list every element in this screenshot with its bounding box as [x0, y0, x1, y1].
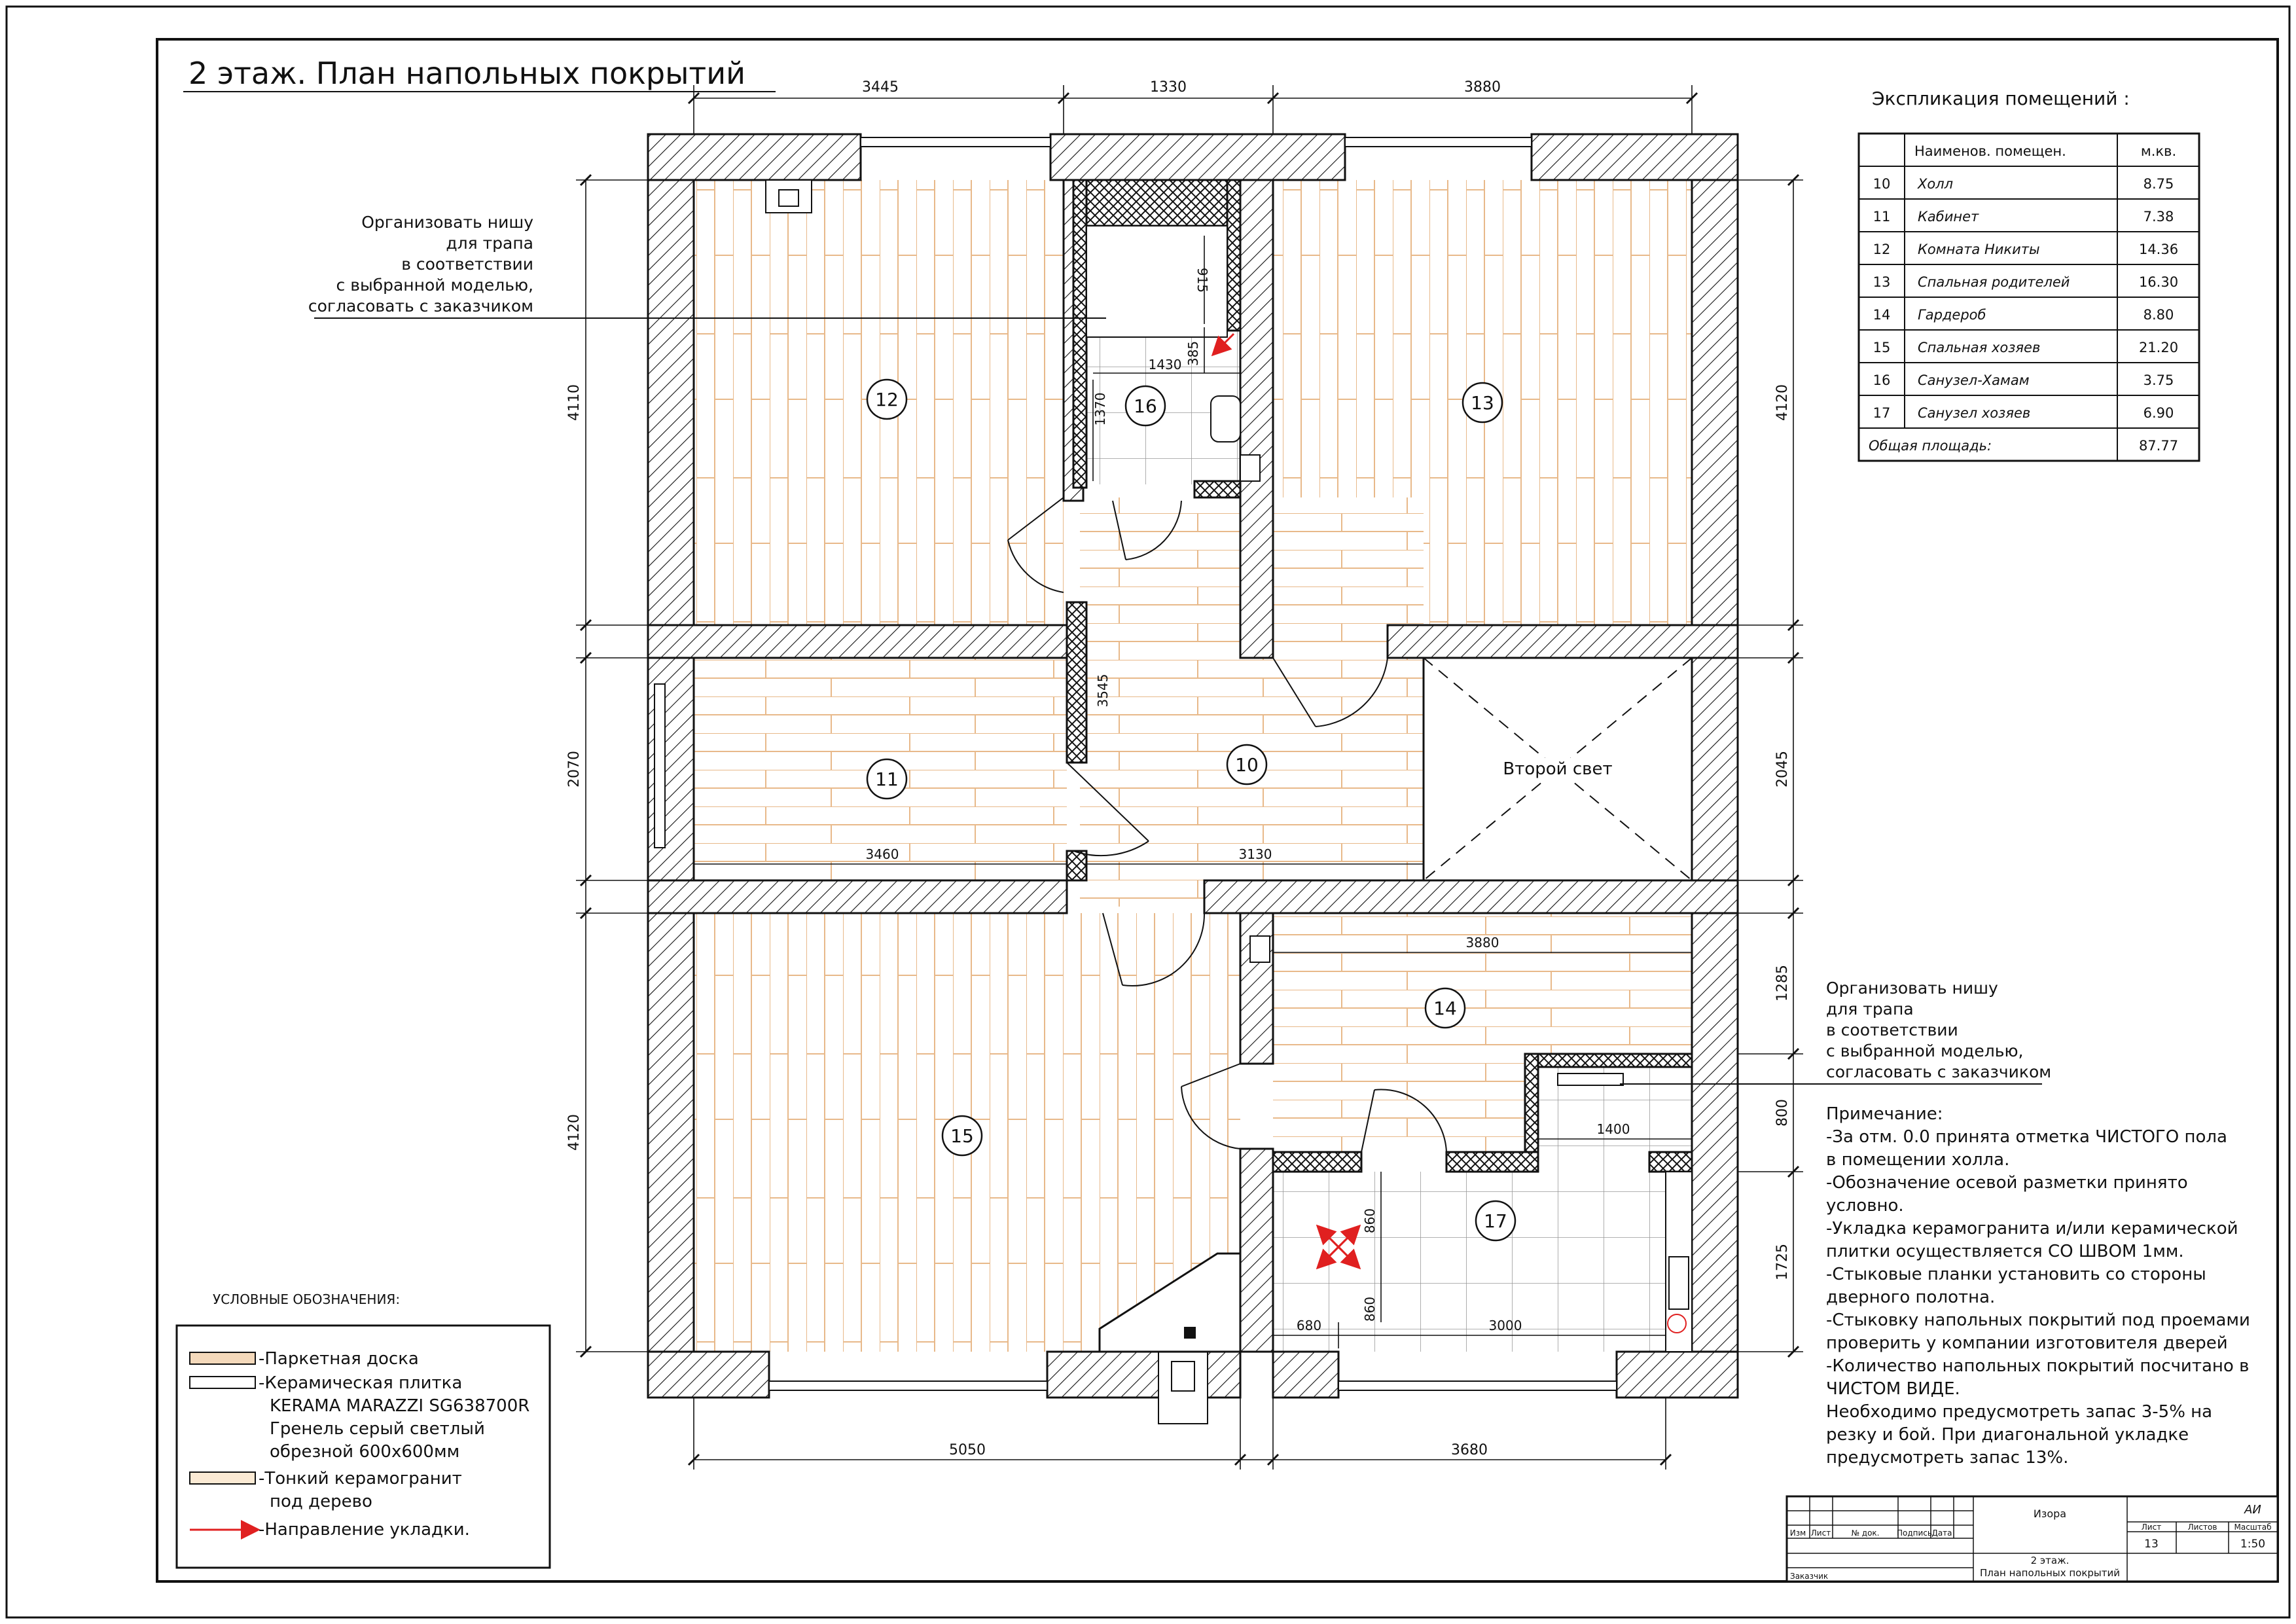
- table-row-name: Кабинет: [1918, 209, 1979, 225]
- partition-11-10: [1067, 602, 1086, 763]
- dim-3545: 3545: [1095, 674, 1111, 708]
- notes-line: плитки осуществляется СО ШВОМ 1мм.: [1826, 1242, 2184, 1261]
- room-tag-16: [1126, 386, 1165, 425]
- notes-heading: Примечание:: [1826, 1104, 1943, 1124]
- table-row-area: 14.36: [2138, 242, 2179, 257]
- second-light-label: Второй свет: [1503, 759, 1613, 779]
- partition-17-right: [1649, 1152, 1692, 1172]
- niche-note-1-line-4: с выбранной моделью,: [336, 276, 533, 295]
- room-num-10: 10: [1235, 754, 1259, 776]
- cabinet-17-inner: [1669, 1257, 1689, 1309]
- room-tag-11: [867, 759, 906, 799]
- dim-3130: 3130: [1238, 846, 1272, 862]
- legend-tile-line-1: -Керамическая плитка: [259, 1373, 463, 1393]
- wall-bottom-d: [1617, 1352, 1738, 1398]
- stamp-scale: 1:50: [2240, 1538, 2266, 1551]
- legend-parquet-label: -Паркетная доска: [259, 1349, 419, 1369]
- dim-right-5: 1725: [1774, 1244, 1791, 1280]
- wall-top-b: [1050, 134, 1345, 180]
- dim-3460: 3460: [865, 846, 899, 862]
- wall-v-15-17: [1240, 1149, 1273, 1352]
- shaft-bottom-inner: [1172, 1362, 1194, 1391]
- table-row-num: 13: [1873, 274, 1891, 290]
- window-left-11: [655, 684, 665, 848]
- dim-1400: 1400: [1596, 1121, 1630, 1137]
- room-tag-15: [942, 1116, 982, 1155]
- shaft-14: [1250, 936, 1270, 962]
- window-bottom-2: [1338, 1381, 1617, 1390]
- legend-tile-line-4: обрезной 600х600мм: [270, 1442, 460, 1462]
- dim-top-3: 3880: [1464, 79, 1501, 96]
- room-num-13: 13: [1471, 392, 1494, 414]
- dim-top-1: 3445: [862, 79, 899, 96]
- notes-line: проверить у компании изготовителя дверей: [1826, 1333, 2228, 1353]
- wall-v-16-right: [1240, 180, 1273, 658]
- table-row-name: Санузел-Хамам: [1918, 372, 2030, 388]
- wall-top-c: [1532, 134, 1738, 180]
- notes-line: дверного полотна.: [1826, 1288, 1996, 1307]
- second-light-void: [1424, 658, 1692, 880]
- table-row-area: 8.75: [2143, 176, 2174, 192]
- stamp-sheet-col-2: Листов: [2187, 1523, 2217, 1532]
- legend-swatch-porcelain: [190, 1472, 255, 1484]
- table-row-name: Спальная хозяев: [1918, 340, 2041, 355]
- legend-porcelain-line-1: -Тонкий керамогранит: [259, 1469, 462, 1489]
- niche-note-2-line-4: с выбранной моделью,: [1826, 1041, 2024, 1060]
- window-bottom-1: [769, 1381, 1047, 1390]
- dim-left-2: 2070: [566, 751, 583, 787]
- stamp-title-line-1: 2 этаж.: [2030, 1555, 2070, 1566]
- niche-note-1-line-3: в соответствии: [401, 255, 533, 274]
- stamp-name: Изора: [2033, 1507, 2067, 1520]
- stamp-sheet-col-1: Лист: [2141, 1523, 2162, 1532]
- notes-line: -Количество напольных покрытий посчитано в: [1826, 1356, 2250, 1376]
- room-num-16: 16: [1134, 395, 1157, 417]
- niche-note-2-line-1: Организовать нишу: [1826, 979, 1998, 998]
- partition-16-right: [1227, 180, 1240, 331]
- legend-tile-line-3: Гренель серый светлый: [270, 1419, 485, 1439]
- niche-note-2-line-3: в соответствии: [1826, 1020, 1958, 1039]
- explication-header-name: Наименов. помещен.: [1914, 143, 2066, 159]
- table-row-num: 10: [1873, 176, 1891, 192]
- niche-note-1-line-5: согласовать с заказчиком: [308, 297, 533, 316]
- table-row-area: 6.90: [2143, 405, 2174, 421]
- table-row-num: 12: [1873, 242, 1891, 257]
- wall-bottom-a: [648, 1352, 769, 1398]
- wall-bottom-c: [1273, 1352, 1338, 1398]
- notes-line: резку и бой. При диагональной укладке: [1826, 1425, 2189, 1445]
- table-row-name: Комната Никиты: [1918, 242, 2040, 257]
- explication-total-value: 87.77: [2138, 438, 2179, 454]
- table-row-area: 3.75: [2143, 372, 2174, 388]
- stamp-title-line-2: План напольных покрытий: [1980, 1567, 2120, 1579]
- table-row-area: 8.80: [2143, 307, 2174, 323]
- dim-bottom-1: 5050: [949, 1442, 986, 1458]
- wall-h-11-15: [648, 880, 1067, 913]
- table-row-name: Гардероб: [1918, 307, 1986, 323]
- wall-top-a: [648, 134, 861, 180]
- room-num-14: 14: [1433, 998, 1457, 1019]
- room-tag-10: [1227, 745, 1266, 784]
- explication: [1859, 88, 2199, 461]
- table-row-name: Санузел хозяев: [1918, 405, 2031, 421]
- niche-note-1-line-2: для трапа: [446, 234, 533, 253]
- dim-bottom-2: 3680: [1451, 1442, 1488, 1458]
- page-title: 2 этаж. План напольных покрытий: [188, 56, 746, 91]
- room-num-17: 17: [1484, 1210, 1507, 1232]
- niche-note-2-line-5: согласовать с заказчиком: [1826, 1062, 2052, 1081]
- notes-line: Необходимо предусмотреть запас 3-5% на: [1826, 1402, 2213, 1422]
- explication-title: Экспликация помещений :: [1872, 88, 2130, 109]
- notes-line: -Обозначение осевой разметки принято: [1826, 1173, 2188, 1193]
- table-row-num: 17: [1873, 405, 1891, 421]
- room-num-11: 11: [875, 768, 899, 790]
- room-tag-17: [1476, 1201, 1515, 1240]
- partition-16-left: [1073, 180, 1086, 488]
- notes-line: условно.: [1826, 1196, 1904, 1216]
- legend-tile-line-2: KERAMA MARAZZI SG638700R: [270, 1396, 530, 1416]
- dim-left-3: 4120: [566, 1114, 583, 1151]
- legend-swatch-parquet: [190, 1352, 255, 1364]
- explication-total-label: Общая площадь:: [1869, 438, 1992, 454]
- niche-note-2-line-2: для трапа: [1826, 1000, 1914, 1019]
- wall-h-13-light: [1388, 625, 1738, 658]
- notes-line: -За отм. 0.0 принята отметка ЧИСТОГО пола: [1826, 1127, 2227, 1147]
- dim-1430: 1430: [1148, 357, 1182, 372]
- legend-heading: УСЛОВНЫЕ ОБОЗНАЧЕНИЯ:: [213, 1291, 401, 1307]
- dim-right-2: 2045: [1774, 751, 1791, 787]
- table-row-num: 11: [1873, 209, 1891, 225]
- dim-915: 915: [1194, 267, 1210, 293]
- drain-15: [1185, 1327, 1195, 1338]
- dim-860b: 860: [1362, 1296, 1378, 1322]
- dim-385: 385: [1185, 340, 1201, 367]
- dim-left-1: 4110: [566, 384, 583, 421]
- partition-11-10b: [1067, 851, 1086, 880]
- room-tag-14: [1426, 988, 1465, 1028]
- room-tag-13: [1463, 383, 1502, 422]
- table-row-name: Холл: [1918, 176, 1954, 192]
- partition-16-top: [1083, 180, 1240, 226]
- niche-note-1-line-1: Организовать нишу: [361, 213, 533, 232]
- explication-header-area: м.кв.: [2140, 143, 2177, 159]
- bath-16-fixture: [1211, 396, 1240, 442]
- dim-860a: 860: [1362, 1208, 1378, 1234]
- stamp-col-1: Изм: [1789, 1528, 1806, 1538]
- shaft-16: [1240, 455, 1260, 481]
- dim-3880b: 3880: [1465, 935, 1499, 950]
- notes-line: -Стыковку напольных покрытий под проемами: [1826, 1310, 2250, 1330]
- room-num-12: 12: [875, 389, 899, 410]
- drain-17: [1668, 1314, 1686, 1333]
- partition-17-left: [1273, 1152, 1361, 1172]
- wall-bottom-b: [1047, 1352, 1240, 1398]
- notes-line: ЧИСТОМ ВИДЕ.: [1826, 1379, 1960, 1399]
- stamp-stage: АИ: [2244, 1503, 2261, 1517]
- partition-17-mid: [1446, 1152, 1538, 1172]
- title-block: [1787, 1496, 2278, 1581]
- room-tag-12: [867, 380, 906, 419]
- notes-line: -Стыковые планки установить со стороны: [1826, 1265, 2206, 1284]
- table-row-area: 7.38: [2143, 209, 2174, 225]
- table-row-num: 14: [1873, 307, 1891, 323]
- dim-680: 680: [1296, 1318, 1322, 1333]
- stamp-col-2: Лист: [1810, 1528, 1831, 1538]
- table-row-name: Спальная родителей: [1918, 274, 2070, 290]
- dim-right-4: 800: [1774, 1099, 1791, 1127]
- stamp-col-3: № док.: [1851, 1528, 1880, 1538]
- table-row-area: 16.30: [2138, 274, 2179, 290]
- stamp-sheet-col-3: Масштаб: [2234, 1523, 2272, 1532]
- table-row-num: 16: [1873, 372, 1891, 388]
- legend: [177, 1291, 550, 1568]
- window-top-2: [1345, 137, 1532, 147]
- notes-line: -Укладка керамогранита и/или керамической: [1826, 1219, 2238, 1238]
- room-num-15: 15: [950, 1125, 974, 1147]
- wall-h-10-14: [1204, 880, 1738, 913]
- dim-right-1: 4120: [1774, 384, 1791, 421]
- legend-swatch-tile: [190, 1377, 255, 1388]
- stamp-sheet-number: 13: [2144, 1538, 2159, 1551]
- partition-17-top: [1525, 1054, 1692, 1067]
- vent-room-12-inner: [779, 190, 798, 206]
- table-row-area: 21.20: [2138, 340, 2179, 355]
- legend-direction-label: -Направление укладки.: [259, 1520, 470, 1540]
- dim-top-2: 1330: [1150, 79, 1187, 96]
- partition-16-bottom: [1194, 481, 1240, 497]
- stamp-col-5: Дата: [1931, 1528, 1952, 1538]
- wall-h-12-11: [648, 625, 1083, 658]
- dim-1370: 1370: [1092, 392, 1108, 426]
- notes-line: предусмотреть запас 13%.: [1826, 1448, 2069, 1468]
- table-row-num: 15: [1873, 340, 1891, 355]
- window-top-1: [861, 137, 1050, 147]
- legend-porcelain-line-2: под дерево: [270, 1492, 372, 1511]
- dim-right-3: 1285: [1774, 965, 1791, 1001]
- stamp-customer: Заказчик: [1790, 1572, 1829, 1581]
- stamp-col-4: Подпись: [1897, 1528, 1932, 1538]
- notes: [1826, 1104, 2250, 1468]
- floor-room-17: [1273, 1172, 1666, 1352]
- dim-3000: 3000: [1488, 1318, 1522, 1333]
- rail-17: [1558, 1074, 1623, 1085]
- notes-line: в помещении холла.: [1826, 1150, 2010, 1170]
- wall-right: [1692, 134, 1738, 1398]
